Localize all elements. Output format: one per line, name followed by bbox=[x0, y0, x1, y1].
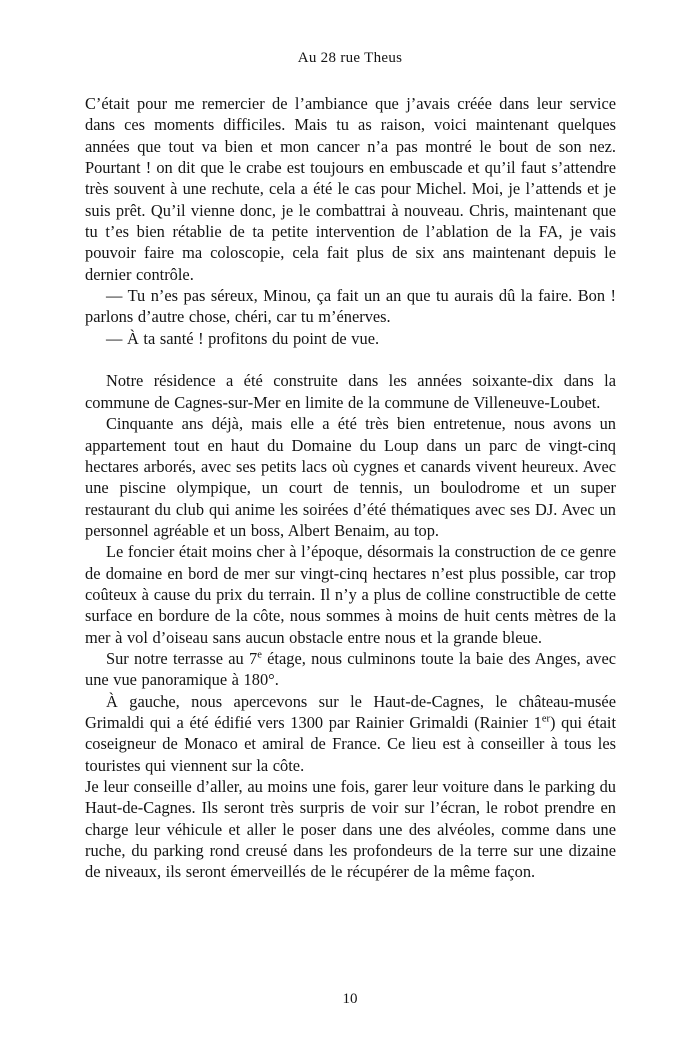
paragraph-text: ) qui était coseigneur de Monaco et amiral de France. Ce lieu est à conseiller à tous les touristes qui viennent sur la côte. bbox=[85, 712, 617, 775]
paragraph-text: Sur notre terrasse au 7 bbox=[106, 648, 258, 668]
paragraph: — Tu n’es pas séreux, Minou, ça fait un an que tu aurais dû la faire. Bon ! parlons d’autre chose, chéri, car tu m’énerves. bbox=[85, 286, 616, 327]
paragraph: Le foncier était moins cher à l’époque, désormais la construction de ce genre de domaine en bord de mer sur vingt-cinq hectares n’est plus possible, car trop coûteux à cause du prix du terrain. Il n’y a plus de colline constructible de cette surface en bordure de la côte, nous sommes à moins de huit cents mètres de la mer à vol d’oiseau sans aucun obstacle entre nous et la grande bleue. bbox=[85, 542, 616, 647]
paragraph: Notre résidence a été construite dans les années soixante-dix dans la commune de Cagnes-sur-Mer en limite de la commune de Villeneuve-Loubet. bbox=[85, 371, 616, 412]
running-header-title: Au 28 rue Theus bbox=[297, 50, 403, 66]
paragraph bbox=[85, 691, 616, 776]
paragraph: Cinquante ans déjà, mais elle a été très bien entretenue, nous avons un appartement tout en haut du Domaine du Loup dans un parc de vingt-cinq hectares arborés, avec ses petits lacs où cygnes et canards vivent heureux. Avec une piscine olympique, un court de tennis, un boulodrome et un super restaurant du club qui anime les soirées d’été thématiques avec ses DJ. Avec un personnel agréable et un boss, Albert Benaim, au top. bbox=[85, 414, 616, 540]
page-number: 10 bbox=[342, 991, 358, 1007]
paragraph: C’était pour me remercier de l’ambiance que j’avais créée dans leur service dans ces moments difficiles. Mais tu as raison, voici maintenant quelques années que tout va bien et mon cancer n’a pas montré le bout de son nez. Pourtant ! on dit que le crabe est toujours en embuscade et qu’il faut s’attendre très souvent à une rechute, cela a été le cas pour Michel. Moi, je l’attends et je suis prêt. Qu’il vienne donc, je le combattrai à nouveau. Chris, maintenant que tu t’es bien rétablie de ta petite intervention de l’ablation de la FA, je vais pouvoir faire ma coloscopie, cela fait plus de six ans maintenant depuis le dernier contrôle. bbox=[85, 94, 616, 284]
paragraph: Je leur conseille d’aller, au moins une fois, garer leur voiture dans le parking du Haut-de-Cagnes. Ils seront très surpris de voir sur l’écran, le robot prendre en charge leur véhicule et aller le poser dans une des alvéoles, comme dans une ruche, du parking rond creusé dans les profondeurs de la terre sur une dizaine de niveaux, ils seront émerveillés de le récupérer de la même façon. bbox=[85, 777, 616, 882]
paragraph-text: À gauche, nous apercevons sur le Haut-de-Cagnes, le château-musée Grimaldi qui a été édifié vers 1300 par Rainier Grimaldi (Rainier 1 bbox=[85, 691, 616, 732]
paragraph-text: étage, nous culminons toute la baie des Anges, avec une vue panoramique à 180°. bbox=[85, 648, 617, 690]
paragraph: — À ta santé ! profitons du point de vue. bbox=[106, 328, 380, 348]
paragraph bbox=[85, 648, 616, 691]
superscript-text: er bbox=[541, 713, 550, 725]
body-text bbox=[85, 93, 616, 883]
superscript-text: e bbox=[257, 649, 262, 661]
